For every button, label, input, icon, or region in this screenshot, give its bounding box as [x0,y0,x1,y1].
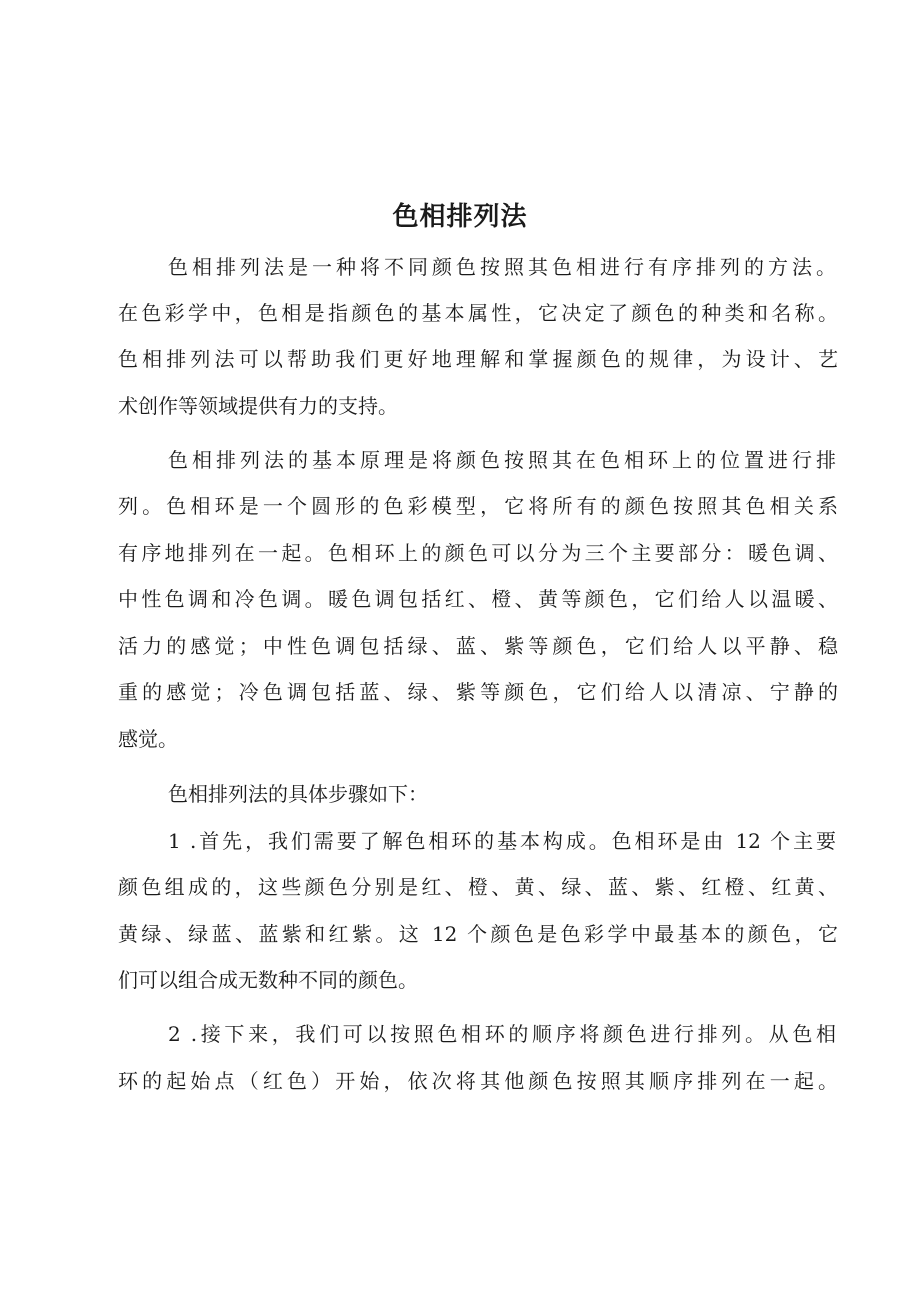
text-line: 列。色相环是一个圆形的色彩模型，它将所有的颜色按照其色相关系 [118,494,838,518]
text-line: 有序地排列在一起。色相环上的颜色可以分为三个主要部分：暖色调、 [118,541,838,565]
text-line: 色相排列法的基本原理是将颜色按照其在色相环上的位置进行排 [168,448,836,472]
text-line: 颜色组成的，这些颜色分别是红、橙、黄、绿、蓝、紫、红橙、红黄、 [118,875,838,899]
text-line: 2 .接下来，我们可以按照色相环的顺序将颜色进行排列。从色相 [168,1022,836,1046]
text-line: 感觉。 [118,727,178,751]
text-line: 色相排列法可以帮助我们更好地理解和掌握颜色的规律，为设计、艺 [118,347,838,371]
text-line: 们可以组合成无数种不同的颜色。 [118,968,418,992]
text-line: 色相排列法的具体步骤如下： [168,782,428,806]
text-line: 黄绿、绿蓝、蓝紫和红紫。这 12 个颜色是色彩学中最基本的颜色，它 [118,922,838,946]
text-line: 重的感觉；冷色调包括蓝、绿、紫等颜色，它们给人以清凉、宁静的 [118,680,838,704]
text-line: 环的起始点（红色）开始，依次将其他颜色按照其顺序排列在一起。 [118,1069,838,1093]
text-line: 1 .首先，我们需要了解色相环的基本构成。色相环是由 12 个主要 [168,829,836,853]
text-line: 在色彩学中，色相是指颜色的基本属性，它决定了颜色的种类和名称。 [118,301,838,325]
text-line: 术创作等领域提供有力的支持。 [118,394,398,418]
text-line: 活力的感觉；中性色调包括绿、蓝、紫等颜色，它们给人以平静、稳 [118,634,838,658]
document-title: 色相排列法 [392,202,528,232]
text-line: 中性色调和冷色调。暖色调包括红、橙、黄等颜色，它们给人以温暖、 [118,587,838,611]
text-line: 色相排列法是一种将不同颜色按照其色相进行有序排列的方法。 [168,255,836,279]
